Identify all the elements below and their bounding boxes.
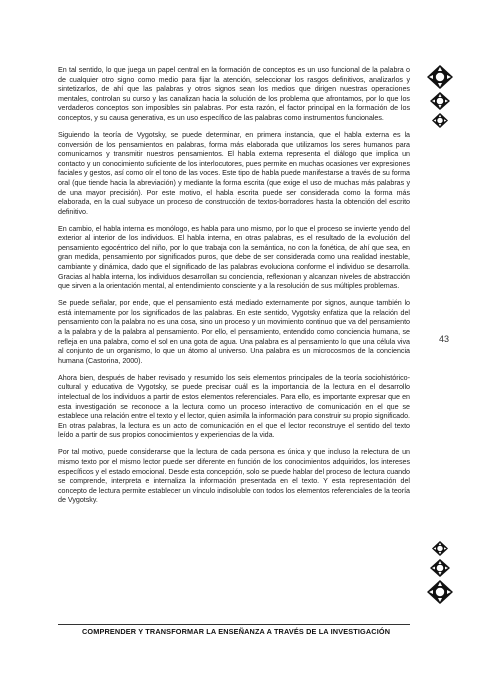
paragraph-1: En tal sentido, lo que juega un papel central en la formación de conceptos es un uso funcional de la palabra o de cualquier otro signo como medio para fijar la atención, seleccionar los rasgos definitivos, analizarlos y sintetizarlos, de ahí que las palabras y otros signos sean los medios que dirigen nuestras operaciones mentales, controlan su curso y las canalizan hacia la solución de los problema que afrontamos, por lo que los verdaderos conceptos son imposibles sin palabras. Por esta razón, el factor principal en la formación de los conceptos, y su causa generativa, es un uso específico de las palabras como instrumentos funcionales.	[58, 66, 410, 122]
diamond-ornament-icon	[426, 64, 454, 90]
footer-divider	[58, 624, 410, 625]
running-footer: COMPRENDER Y TRANSFORMAR LA ENSEÑANZA A TRAVÉS DE LA INVESTIGACIÓN	[82, 627, 391, 636]
paragraph-5: Ahora bien, después de haber revisado y resumido los seis elementos principales de la teoría sociohistórico-cultural y educativa de Vygotsky, se puede precisar cuál es la importancia de la lectura en el desarrollo intelectual de los individuos a partir de estos elementos referenciales. Para ello, es importante expresar que en esta investigación se reconoce a la lectura como un proceso interactivo de comunicación en el que se establece una relación entre el texto y el lector, quien asimila la información para construir su propio significado. En otras palabras, la lectura es un acto de comunicación en el que el lector reconstruye el sentido del texto leído a partir de sus propios conocimientos y experiencias de la vida.	[58, 373, 410, 440]
paragraph-3: En cambio, el habla interna es monólogo, es habla para uno mismo, por lo que el proceso se invierte yendo del exterior al interior de los individuos. El habla interna, en otras palabras, es el resultado de la evolución del pensamiento egocéntrico del niño, por lo que trabaja con la semántica, no con la fonética, de ahí que sea, en gran medida, pensamiento por significados puros, que debe de ser considerada como una realidad inestable, cambiante y dinámica, dado que el significado de las palabras evoluciona conforme el individuo se desarrolla. Gracias al habla interna, los individuos desarrollan su conciencia, reflexionan y alcanzan niveles de abstracción que sirven a la orientación mental, al entendimiento consciente y a la resolución de sus múltiples problemas.	[58, 224, 410, 291]
diamond-ornament-icon	[429, 91, 451, 111]
diamond-ornament-icon	[426, 579, 454, 605]
diamond-ornament-icon	[429, 558, 451, 578]
ornament-group-top	[426, 64, 454, 129]
diamond-ornament-icon	[431, 112, 449, 129]
paragraph-4: Se puede señalar, por ende, que el pensamiento está mediado externamente por signos, aunque también lo está internamente por los significados de las palabras. En este sentido, Vygotsky enfatiza que la relación del pensamiento con la palabra no es una cosa, sino un proceso y un movimiento continuo que va del pensamiento a la palabra y de la palabra al pensamiento. Por ello, el pensamiento, entendido como conciencia humana, se refleja en una palabra, como el sol en una gota de agua. Una palabra es al pensamiento lo que una célula viva al conjunto de un organismo, lo que un átomo al universo. Una palabra es un microcosmos de la conciencia humana (Castorina, 2000).	[58, 299, 410, 365]
diamond-ornament-icon	[431, 540, 449, 557]
body-text	[58, 66, 410, 513]
paragraph-2: Siguiendo la teoría de Vygotsky, se puede determinar, en primera instancia, que el habla externa es la conversión de los pensamientos en palabras, forma más elaborada que utilizamos los seres humanos para comunicarnos y transmitir nuestros pensamientos. El habla externa representa el diálogo que implica un contacto y un conocimiento suficiente de los interlocutores, pues permite en muchas ocasiones ver expresiones faciales y gestos, así como oír el tono de las voces. Este tipo de habla puede manifestarse a través de su forma oral (que tiende hacia la abreviación) y mediante la forma escrita (que exige el uso de muchas más palabras y de una mayor precisión). Por este motivo, el habla escrita puede ser considerada como la forma más elaborada, en la cual subyace un proceso de construcción de textos-borradores hasta la obtención del escrito definitivo.	[58, 130, 410, 216]
ornament-group-bottom	[426, 540, 454, 605]
page-number: 43	[439, 334, 450, 344]
paragraph-6: Por tal motivo, puede considerarse que la lectura de cada persona es única y que incluso la relectura de un mismo texto por el mismo lector puede ser diferente en función de los conocimientos adquiridos, los intereses específicos y el estado emocional. Desde esta concepción, solo se puede hablar del proceso de lectura cuando se comprende, interpreta e internaliza la información presentada en el texto. Y esta representación del concepto de lectura permite establecer un vínculo indisoluble con todos los elementos referenciales de la teoría de Vygotsky.	[58, 448, 410, 505]
